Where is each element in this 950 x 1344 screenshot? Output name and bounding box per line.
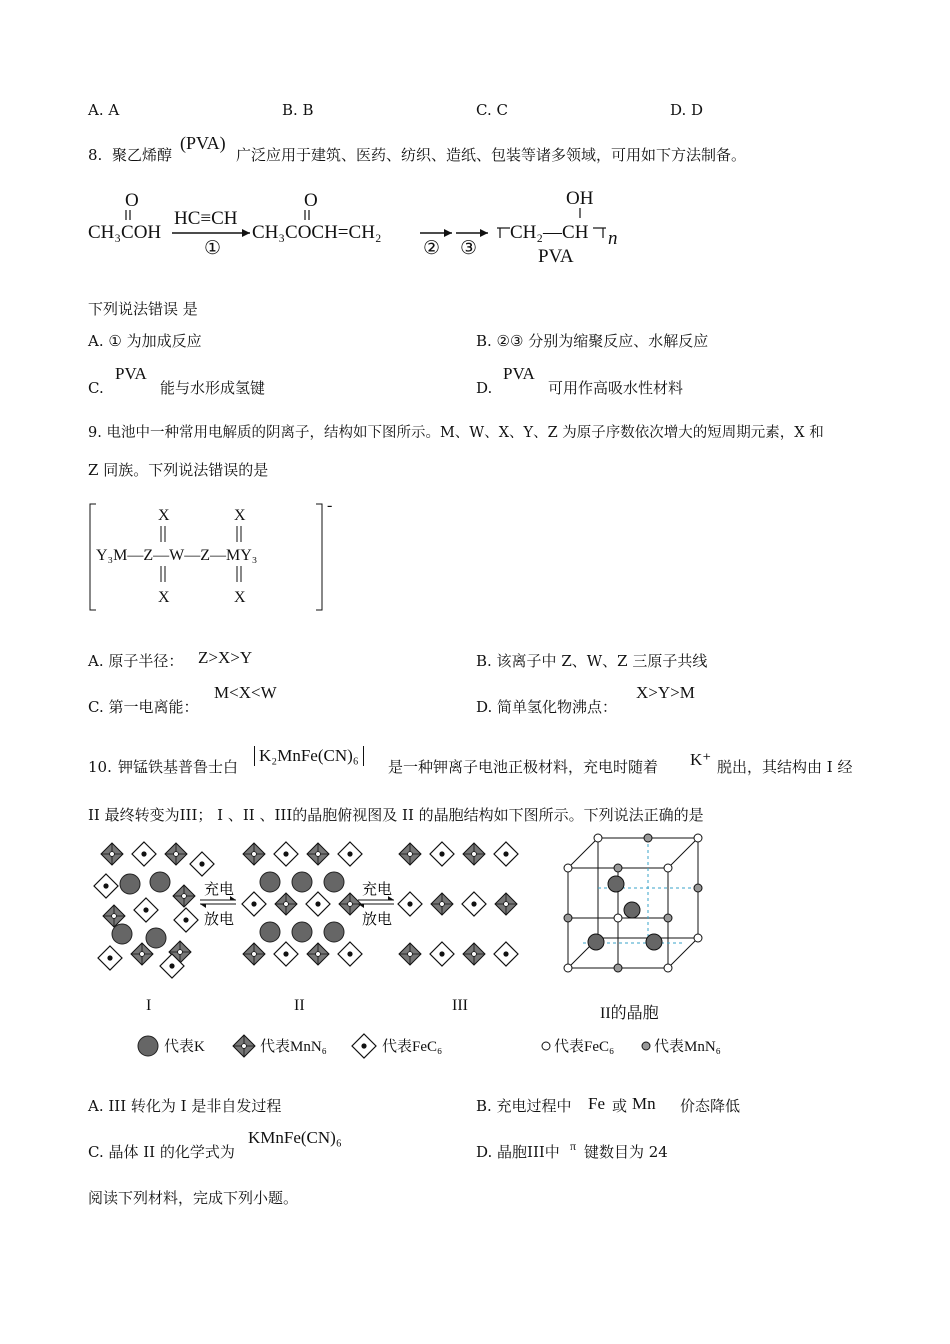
- pva-repeat-unit: CH₂—CH: [510, 222, 589, 243]
- label-ii: II: [294, 997, 305, 1014]
- q8-option-d-text: 可用作高吸水性材料: [548, 379, 684, 397]
- q9-option-c-formula: M<X<W: [214, 683, 277, 702]
- q8-reaction-scheme: [80, 186, 720, 266]
- pva-oh: OH: [566, 188, 594, 209]
- q10-option-b-mn: Mn: [632, 1094, 656, 1113]
- q10-number: 10.: [88, 758, 112, 776]
- q8-formula: (PVA): [180, 133, 226, 153]
- anion-backbone: Y₃M—Z—W—Z—MY₃: [96, 547, 258, 564]
- label-i: I: [146, 997, 152, 1014]
- reactant-acetic-acid: CH₃COH: [88, 222, 162, 243]
- q8-option-c-text: 能与水形成氢键: [160, 379, 266, 397]
- panel-iii: [398, 842, 518, 966]
- pva-label: PVA: [538, 246, 574, 266]
- legend2-fe: 代表FeC₆: [554, 1039, 615, 1055]
- q8-option-d-formula: PVA: [503, 364, 535, 383]
- q10-option-b-post: 价态降低: [680, 1097, 741, 1115]
- r1-carbonyl-o: O: [125, 190, 139, 211]
- q10-option-a: A. III 转化为 I 是非自发过程: [88, 1097, 282, 1115]
- x-bottom-right: X: [234, 589, 246, 606]
- p1-carbonyl-o: O: [304, 190, 318, 211]
- q10-stem-mid: 是一种钾离子电池正极材料，充电时随着: [388, 758, 659, 776]
- product-vinyl-acetate: CH₃COCH=CH₂: [252, 222, 382, 243]
- q10-option-b-or: 或: [612, 1097, 628, 1115]
- arrow-discharge-1: 放电: [204, 912, 235, 928]
- q10-crystal-figure: [84, 832, 764, 1072]
- q8-option-d-label: D.: [476, 379, 493, 397]
- q10-option-c-formula: KMnFe(CN)₆: [248, 1128, 342, 1147]
- q8-option-a: A. ① 为加成反应: [88, 332, 202, 350]
- legend-k: 代表K: [164, 1039, 205, 1055]
- x-top-right: X: [234, 507, 246, 524]
- q8-stem-pre: 聚乙烯醇: [112, 146, 173, 164]
- q10-stem-line2: II 最终转变为III； I 、II 、III的晶胞俯视图及 II 的晶胞结构如下图所示。下列说法正确的是: [88, 806, 704, 824]
- legend-mn: 代表MnN₆: [260, 1039, 327, 1055]
- reagent-acetylene: HC≡CH: [174, 208, 238, 229]
- q9-option-b: B. 该离子中 Z、W、Z 三原子共线: [476, 652, 708, 670]
- q7-option-d: D. D: [670, 101, 704, 119]
- legend2-mn: 代表MnN₆: [654, 1039, 721, 1055]
- unit-cell-ii: [564, 834, 702, 972]
- panel-ii: [242, 842, 362, 966]
- q10-option-d-post: 键数目为 24: [584, 1143, 668, 1161]
- step-3-label: ③: [460, 238, 478, 259]
- step-1-label: ①: [204, 238, 222, 259]
- q8-stem-post: 广泛应用于建筑、医药、纺织、造纸、包装等诸多领域，可用如下方法制备。: [236, 146, 747, 164]
- q9-option-a-label: A. 原子半径：: [88, 652, 184, 670]
- q8-option-c-formula: PVA: [115, 364, 147, 383]
- footer-instruction: 阅读下列材料，完成下列小题。: [88, 1189, 299, 1207]
- q10-ion: K⁺: [690, 750, 712, 769]
- pva-subscript-n: n: [608, 228, 618, 249]
- arrow-charge-1: 充电: [204, 882, 235, 898]
- anion-charge: -: [327, 500, 333, 514]
- panel-i: [94, 842, 214, 978]
- q9-stem-line2: Z 同族。下列说法错误的是: [88, 461, 269, 479]
- q8-question: 下列说法错误 是: [88, 300, 198, 318]
- q10-option-c-label: C. 晶体 II 的化学式为: [88, 1143, 235, 1161]
- q10-option-b-pre: B. 充电过程中: [476, 1097, 572, 1115]
- q7-option-c: C. C: [476, 101, 508, 119]
- q10-formula: K₂MnFe(CN)₆: [254, 746, 364, 766]
- q8-option-c-label: C.: [88, 379, 104, 397]
- q9-option-c-label: C. 第一电离能：: [88, 698, 199, 716]
- q10-stem-post: 脱出，其结构由 I 经: [717, 758, 853, 776]
- q9-anion-structure: [84, 500, 344, 620]
- q9-option-d-label: D. 简单氢化物沸点：: [476, 698, 618, 716]
- q7-option-a: A. A: [88, 101, 120, 119]
- step-2-label: ②: [423, 238, 441, 259]
- x-top-left: X: [158, 507, 170, 524]
- q7-option-b: B. B: [282, 101, 314, 119]
- q9-option-a-formula: Z>X>Y: [198, 648, 253, 667]
- label-iii: III: [452, 997, 468, 1014]
- q10-option-b-fe: Fe: [588, 1094, 605, 1113]
- q10-stem-pre: 钾锰铁基普鲁士白: [118, 758, 239, 776]
- legend-fe: 代表FeC₆: [382, 1039, 443, 1055]
- arrow-charge-2: 充电: [362, 882, 393, 898]
- q8-number: 8.: [88, 146, 103, 164]
- q9-option-d-formula: X>Y>M: [636, 683, 695, 702]
- q8-option-b: B. ②③ 分别为缩聚反应、水解反应: [476, 332, 709, 350]
- q9-stem-line1: 9. 电池中一种常用电解质的阴离子，结构如下图所示。M、W、X、Y、Z 为原子序数依次增大的短周期元素，X 和: [88, 425, 824, 441]
- label-unit-cell: II的晶胞: [600, 1005, 659, 1022]
- q10-option-d-pi: π: [570, 1139, 577, 1153]
- q10-option-d-pre: D. 晶胞III中: [476, 1143, 560, 1161]
- arrow-discharge-2: 放电: [362, 912, 393, 928]
- x-bottom-left: X: [158, 589, 170, 606]
